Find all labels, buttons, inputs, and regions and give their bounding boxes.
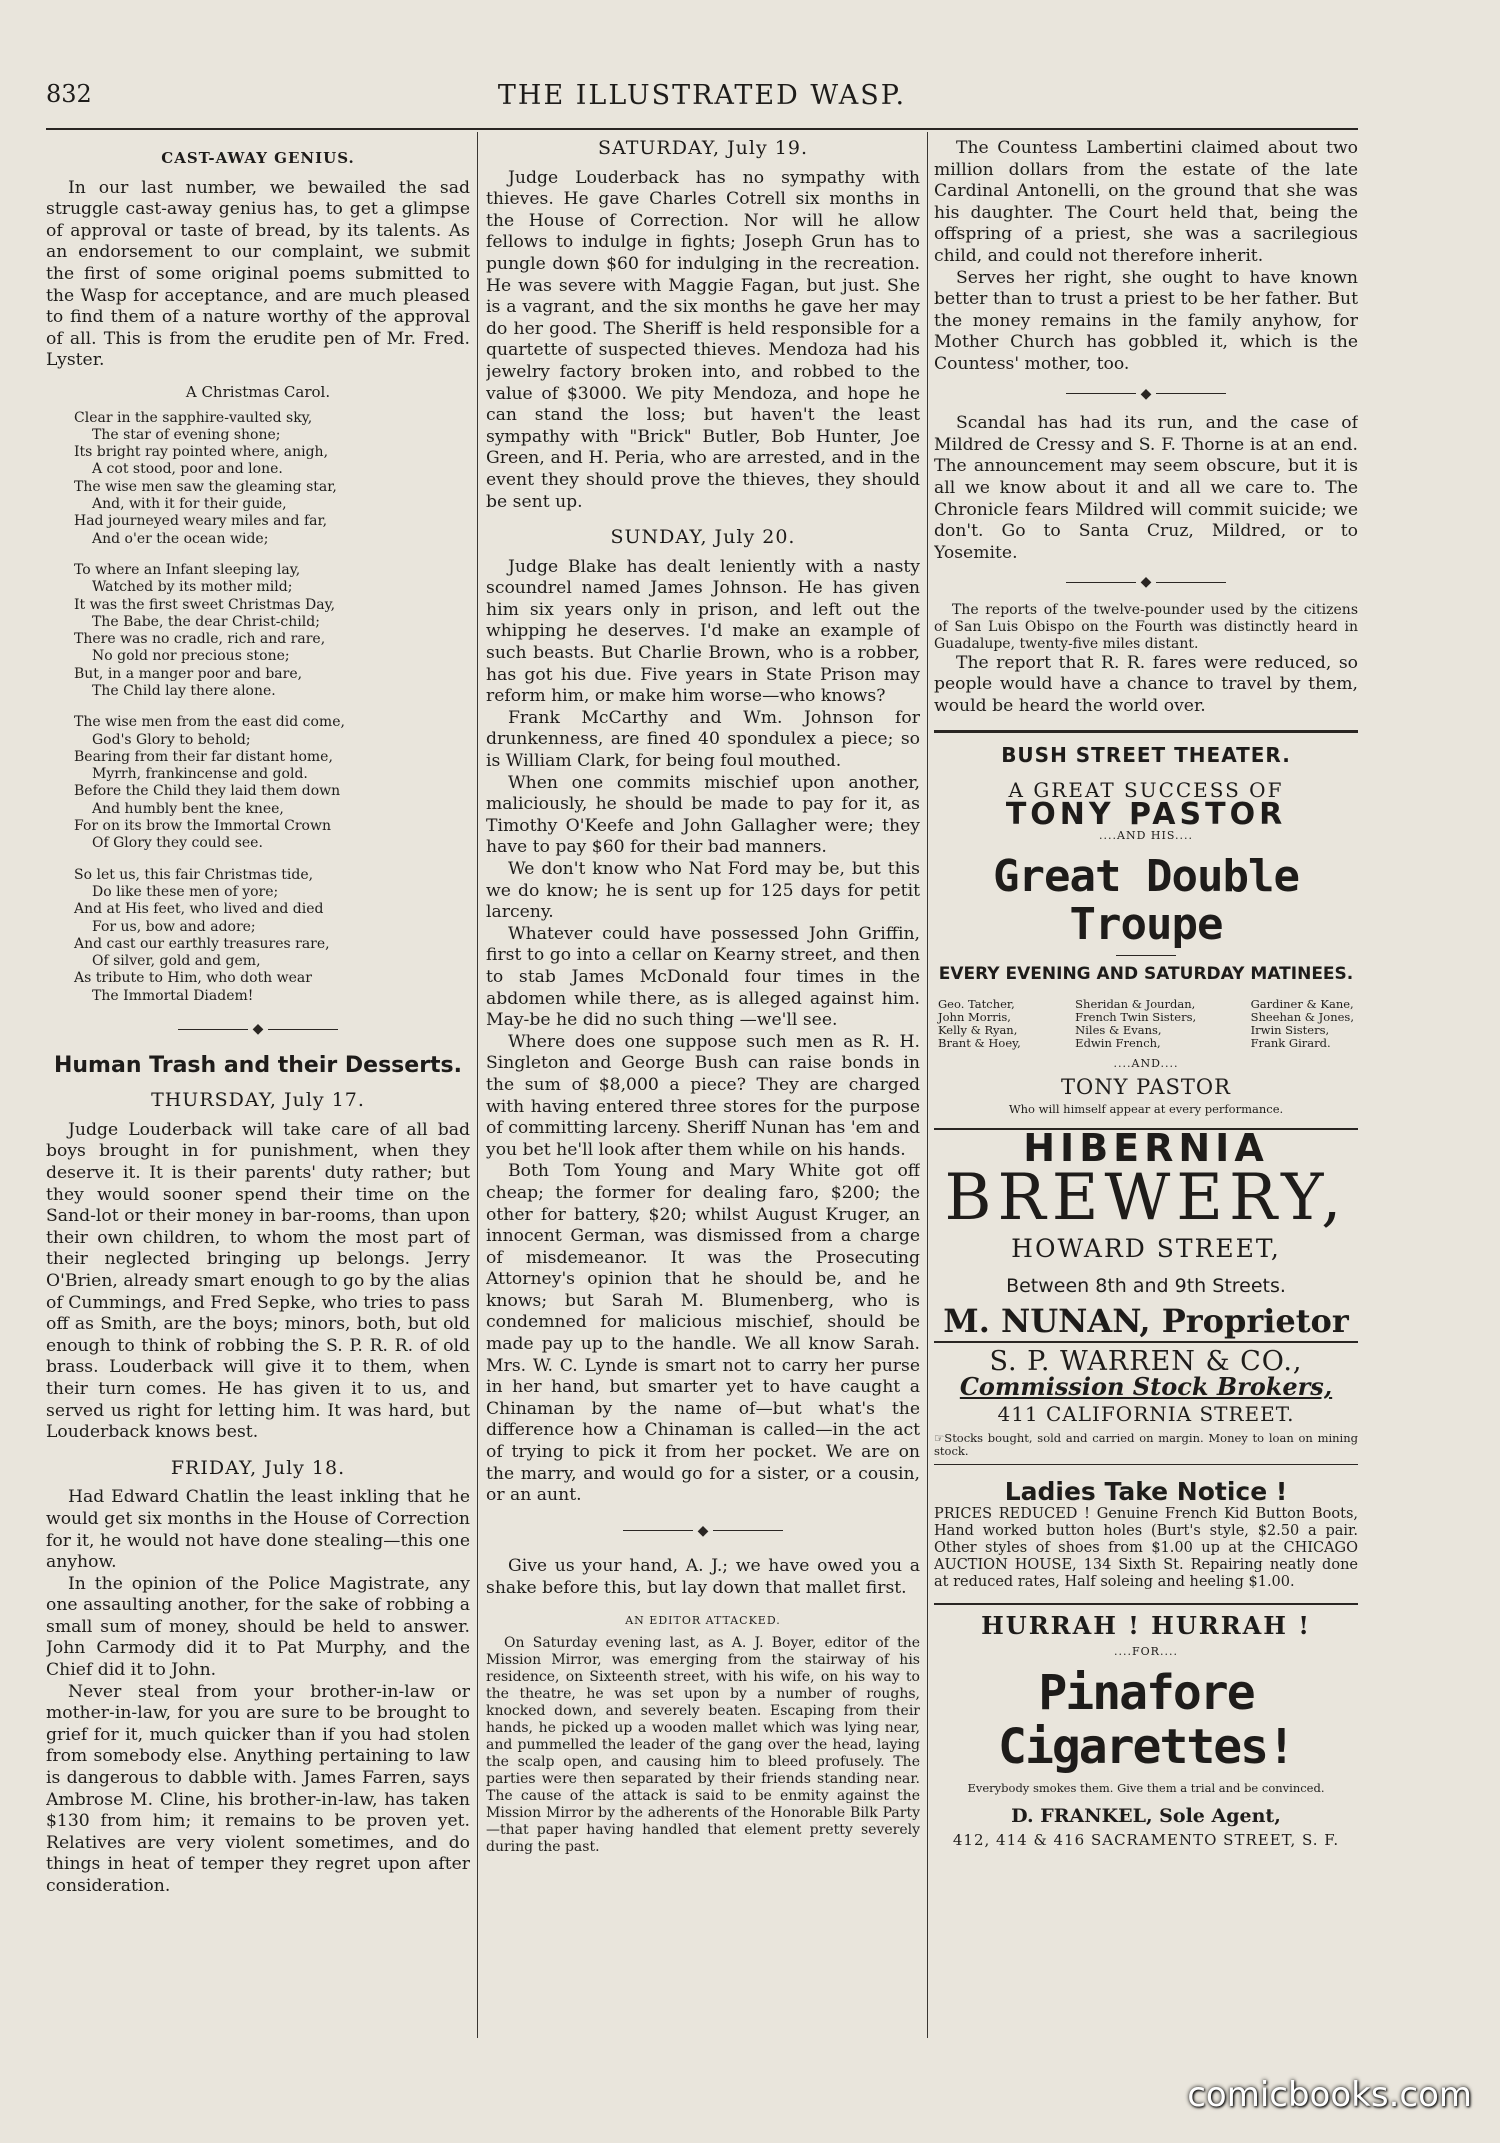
page-content (46, 0, 1358, 2070)
ad-subtitle: A GREAT SUCCESS OF (1008, 778, 1284, 803)
poem-line: The star of evening shone; (92, 426, 281, 443)
article-paragraph: The Countess Lambertini claimed about two million dollars from the estate of the late Cardinal Antonelli, on the ground that she was his daughter. The Court held that, being the offspring of a priest, she was a sacrilegious child, and could not therefore inherit. (934, 138, 1358, 266)
poem-line: Myrrh, frankincense and gold. (92, 766, 308, 783)
article-paragraph: The report that R. R. fares were reduced, so people would have a chance to travel by them, would be heard the world over. (934, 652, 1358, 717)
article-paragraph: Judge Louderback will take care of all bad boys brought in for punishment, when they deserve it. It is their parents' duty rather; but they would sooner spend their time on the Sand-lot or their money in bar-rooms, than upon their own children, to whom the most part of their neglected bringing up belongs. Jerry O'Brien, already smart enough to go by the alias of Cummings, and Fred Sepke, who tries to pass off as Smith, are the boys; minors, both, but old enough to think of robbing the S. P. R. R. of old brass. Louderback will give it to them, when their turn comes. He has given it to us, and served us right for letting him. It was hard, but Louderback knows best. (46, 1119, 470, 1443)
ad-name: TONY PASTOR (1061, 1075, 1231, 1100)
ornament-divider: ◆ (486, 1521, 920, 1543)
article-paragraph: When one commits mischief upon another, maliciously, he should be made to pay for it, as Timothy O'Keefe and John Gallagher were; they have to pay $60 for their bad manners. (486, 772, 920, 858)
ad-note: Everybody smokes them. Give them a trial and be convinced. (967, 1781, 1325, 1796)
poem-stanza (74, 867, 470, 1005)
ornament-divider: ◆ (46, 1019, 470, 1041)
performer-list (934, 998, 1358, 1050)
day-heading: SATURDAY, July 19. (598, 138, 808, 159)
poem-line: God's Glory to behold; (92, 731, 251, 748)
performer-name: Sheehan & Jones, (1250, 1009, 1354, 1024)
poem-line: But, in a manger poor and bare, (74, 665, 303, 682)
column-two (486, 138, 920, 2038)
ad-headline: Ladies Take Notice ! (1004, 1476, 1288, 1506)
ad-title: BUSH STREET THEATER. (1001, 742, 1291, 767)
article-paragraph: In the opinion of the Police Magistrate, any one assaulting another, for the sake of robbing a small sum of money, should be held to answer. John Carmody did it to Pat Murphy, and the Chief did it to John. (46, 1573, 470, 1681)
ad-note: ☞Stocks bought, sold and carried on margin. Money to loan on mining stock. (934, 1430, 1358, 1458)
poem-line: For us, bow and adore; (92, 918, 256, 935)
poem-line: The Immortal Diadem! (92, 987, 254, 1004)
column-divider (477, 132, 478, 2038)
ad-agent: D. FRANKEL, Sole Agent, (1011, 1804, 1281, 1827)
hibernia-brewery-ad (934, 1126, 1358, 1341)
ad-address: HOWARD STREET, (1011, 1234, 1281, 1263)
ad-headline: BREWERY, (944, 1161, 1348, 1235)
article-paragraph: Never steal from your brother-in-law or mother-in-law, for you are sure to be brought to grief for it, much quicker than if you had stolen from somebody else. Anything pertaining to law is dangerous to dabble with. James Farren, says Ambrose M. Cline, his brother-in-law, has taken $130 from him; it remains to be proven yet. Relatives are very violent sometimes, and do things in heat of temper they regret upon after consideration. (46, 1681, 470, 1896)
ad-connector: ....AND HIS.... (1099, 829, 1193, 843)
header-rule (46, 128, 1358, 130)
poem-line: Clear in the sapphire-vaulted sky, (74, 409, 313, 426)
day-heading: FRIDAY, July 18. (170, 1456, 346, 1479)
column-three (934, 138, 1358, 2038)
poem-line: Bearing from their far distant home, (74, 748, 333, 765)
poem-stanza (74, 562, 470, 700)
short-rule (1116, 955, 1176, 956)
masthead: THE ILLUSTRATED WASP. (497, 80, 907, 111)
ad-address: 412, 414 & 416 SACRAMENTO STREET, S. F. (952, 1830, 1340, 1849)
poem-line: There was no cradle, rich and rare, (74, 631, 326, 648)
performer-column (938, 998, 1021, 1050)
poem-line: Do like these men of yore; (92, 883, 279, 900)
ad-address: Between 8th and 9th Streets. (1006, 1274, 1286, 1297)
ad-divider (934, 730, 1358, 733)
performer-name: Gardiner & Kane, (1250, 996, 1354, 1011)
poem-line: The Child lay there alone. (92, 682, 276, 699)
performer-name: Sheridan & Jourdan, (1075, 996, 1196, 1011)
performer-column (1075, 998, 1196, 1050)
article-paragraph: Both Tom Young and Mary White got off cheap; the former for dealing faro, $200; the other for battery, $20; whilst August Kruger, an innocent German, was dismissed from a charge of misdemeanor. It was the Prosecuting Attorney's opinion that he should be, and he knows; but Sarah M. Blumenberg, who is condemned for malicious mischief, should be made pay up to the handle. We all know Sarah. Mrs. W. C. Lynde is smart not to carry her purse in her hand, but smarter yet to have caught a Chinaman by the name of—but what's the difference how a Chinaman is called—in the act of trying to pick it from her pocket. We are on the marry, and would go for a sister, or a cousin, or an aunt. (486, 1161, 920, 1506)
ad-headline: HIBERNIA (1023, 1126, 1269, 1171)
article-paragraph: Whatever could have possessed John Griffin, first to go into a cellar on Kearny street, and then to stab James McDonald four times in the abdomen while there, as is alleged against him. May-be he did no such thing —we'll see. (486, 923, 920, 1031)
page-header (46, 80, 1358, 120)
poem-line: Its bright ray pointed where, anigh, (74, 444, 329, 461)
warren-brokers-ad (934, 1345, 1358, 1458)
ad-connector: ....FOR.... (1114, 1644, 1178, 1658)
poem-line: And cast our earthly treasures rare, (74, 935, 330, 952)
ad-divider (934, 1464, 1358, 1465)
page-number: 832 (46, 80, 92, 108)
poem-line: And at His feet, who lived and died (74, 901, 324, 918)
ad-headline: S. P. WARREN & CO., (989, 1345, 1303, 1377)
article-paragraph: Judge Louderback has no sympathy with thieves. He gave Charles Cotrell six months in the House of Correction. Nor will he allow fellows to indulge in fights; Joseph Grun has to pungle down $60 for indulging in the recreation. He was severe with Maggie Fagan, but just. She is a vagrant, and the six months he gave her may do her good. The Sheriff is held responsible for a quartette of suspected thieves. Mendoza had his jewelry factory broken into, and robbed to the value of $3000. We pity Mendoza, and hope he can stand the loss; but haven't the least sympathy with "Brick" Butler, Bob Hunter, Joe Green, and H. Peria, who are arrested, and in the event they should prove the thieves, they should be sent up. (486, 167, 920, 512)
performer-name: Edwin French, (1075, 1035, 1161, 1050)
ad-proprietor: M. NUNAN, Proprietor (943, 1302, 1349, 1341)
day-heading: THURSDAY, July 17. (151, 1089, 365, 1112)
ad-schedule: EVERY EVENING AND SATURDAY MATINEES. (938, 964, 1354, 985)
poem-line: Of Glory they could see. (92, 835, 263, 852)
ad-body: PRICES REDUCED ! Genuine French Kid Button Boots, Hand worked button holes (Burt's style, $2.50 a pair. Other styles of shoes from $1.00 up at the CHICAGO AUCTION HOUSE, 134 Sixth St. Repairing neatly done at reduced rates, Half soleing and heeling $1.00. (934, 1506, 1358, 1591)
section-title: Human Trash and their Desserts. (53, 1052, 463, 1078)
article-paragraph: In our last number, we bewailed the sad struggle cast-away genius has, to get a glimpse of approval or taste of bread, by its talents. As an endorsement to our complaint, we submit the first of some original poems submitted to the Wasp for acceptance, and are much pleased to find them of a nature worthy of the approval of all. This is from the erudite pen of Mr. Fred. Lyster. (46, 177, 470, 371)
poem (46, 410, 470, 1006)
article-subheading: AN EDITOR ATTACKED. (625, 1613, 781, 1627)
performer-name: Niles & Evans, (1075, 1022, 1162, 1037)
article-paragraph: Give us your hand, A. J.; we have owed you a shake before this, but lay down that mallet first. (486, 1556, 920, 1598)
poem-line: For on its brow the Immortal Crown (74, 818, 331, 835)
poem-line: Watched by its mother mild; (92, 579, 293, 596)
article-paragraph: Scandal has had its run, and the case of Mildred de Cressy and S. F. Thorne is at an end. The announcement may seem obscure, but it is all we know about it and all we care to. The Chronicle fears Mildred will commit suicide; we don't. Go to Santa Cruz, Mildred, or to Yosemite. (934, 413, 1358, 563)
poem-line: Before the Child they laid them down (74, 783, 341, 800)
article-paragraph: Where does one suppose such men as R. H. Singleton and George Bush can raise bonds in the sum of $8,000 a piece? They are charged with having entered three stores for the purpose of committing larceny. Sheriff Nunan has 'em and you bet he'll look after them while on his hands. (486, 1031, 920, 1160)
site-watermark: comicbooks.com (1187, 2075, 1472, 2115)
article-title: CAST-AWAY GENIUS. (161, 149, 355, 167)
poem-line: No gold nor precious stone; (92, 648, 290, 665)
poem-line: And, with it for their guide, (92, 496, 287, 513)
ad-headline: TONY PASTOR (1005, 796, 1287, 832)
poem-line: The wise men saw the gleaming star, (74, 478, 337, 495)
ad-connector: ....AND.... (1113, 1056, 1179, 1070)
ad-headline: HURRAH ! HURRAH ! (981, 1611, 1311, 1641)
performer-name: Frank Girard. (1250, 1035, 1331, 1050)
article-paragraph: We don't know who Nat Ford may be, but this we do know; he is sent up for 125 days for petit larceny. (486, 859, 920, 923)
poem-line: And o'er the ocean wide; (92, 530, 269, 547)
performer-name: John Morris, (938, 1009, 1011, 1024)
performer-name: Kelly & Ryan, (938, 1022, 1018, 1037)
performer-column (1251, 998, 1354, 1050)
poem-line: A cot stood, poor and lone. (92, 461, 283, 478)
article-paragraph: On Saturday evening last, as A. J. Boyer, editor of the Mission Mirror, was emerging from the stairway of his residence, on Sixteenth street, with his wife, on his way to the theatre, he was set upon by a number of roughs, knocked down, and severely beaten. Escaping from their hands, he picked up a wooden mallet which was lying near, and pummelled the leader of the gang over the head, laying the scalp open, and causing him to bleed profusely. The parties were then separated by their friends standing near. The cause of the attack is said to be enmity against the Mission Mirror by the adherents of the Honorable Bilk Party—that paper having handled that element pretty severely during the past. (486, 1635, 920, 1856)
ad-headline: Pinafore Cigarettes! (998, 1665, 1294, 1776)
poem-line: Of silver, gold and gem, (92, 953, 261, 970)
ad-note: Who will himself appear at every performance. (1008, 1101, 1284, 1116)
ladies-notice-ad (934, 1476, 1358, 1592)
article-paragraph: Had Edward Chatlin the least inkling that he would get six months in the House of Correction for it, he would not have done stealing—this one anyhow. (46, 1487, 470, 1573)
bush-street-theater-ad (934, 742, 1358, 1121)
pinafore-cigarettes-ad (934, 1611, 1358, 1851)
article-paragraph: Frank McCarthy and Wm. Johnson for drunkenness, are fined 40 spondulex a piece; so is William Clark, for being foul mouthed. (486, 707, 920, 772)
column-divider (927, 132, 928, 2038)
ornament-divider: ◆ (934, 572, 1358, 594)
performer-name: French Twin Sisters, (1075, 1009, 1197, 1024)
article-paragraph: The reports of the twelve-pounder used by the citizens of San Luis Obispo on the Fourth was distinctly heard in Guadalupe, twenty-five miles distant. (934, 601, 1358, 652)
poem-line: To where an Infant sleeping lay, (74, 561, 301, 578)
ad-address: 411 CALIFORNIA STREET. (997, 1401, 1295, 1426)
ad-divider (934, 1341, 1358, 1343)
poem-line: Had journeyed weary miles and far, (74, 513, 328, 530)
poem-stanza (74, 714, 470, 852)
performer-name: Irwin Sisters, (1250, 1022, 1330, 1037)
poem-stanza (74, 410, 470, 548)
poem-line: So let us, this fair Christmas tide, (74, 866, 314, 883)
ornament-divider: ◆ (934, 384, 1358, 406)
performer-name: Geo. Tatcher, (938, 996, 1015, 1011)
poem-title: A Christmas Carol. (185, 382, 331, 401)
article-paragraph: Judge Blake has dealt leniently with a nasty scoundrel named James Johnson. He has given him six years only in prison, and left out the whipping he deserves. I'd make an example of such beasts. But Charlie Brown, who is a robber, has got his due. Five years in State Prison may reform him, or make him worse—who knows? (486, 556, 920, 707)
article-paragraph: Serves her right, she ought to have known better than to trust a priest to be her father. But the money remains in the family anyhow, for Mother Church has gobbled it, which is the Countess' mother, too. (934, 267, 1358, 374)
ad-divider (934, 1603, 1358, 1605)
day-heading: SUNDAY, July 20. (610, 526, 796, 549)
poem-line: As tribute to Him, who doth wear (74, 970, 312, 987)
performer-name: Brant & Hoey, (938, 1035, 1021, 1050)
ad-headline: Great Double Troupe (993, 851, 1299, 951)
column-one (46, 138, 470, 2038)
poem-line: And humbly bent the knee, (92, 800, 284, 817)
ad-subtitle: Commission Stock Brokers, (959, 1372, 1333, 1402)
poem-line: It was the first sweet Christmas Day, (74, 596, 336, 613)
poem-line: The wise men from the east did come, (74, 714, 345, 731)
poem-line: The Babe, the dear Christ-child; (92, 613, 320, 630)
